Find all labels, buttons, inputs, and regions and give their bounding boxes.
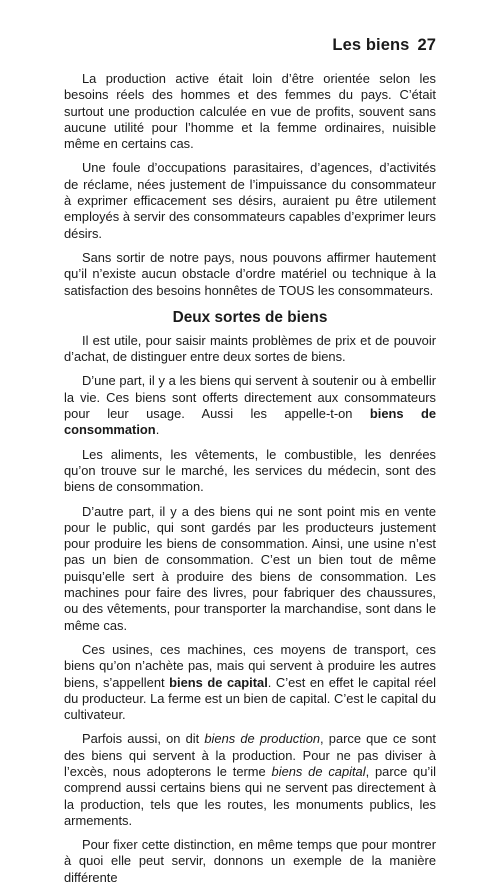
book-page bbox=[64, 36, 436, 894]
text-run: . bbox=[155, 422, 160, 438]
section-heading: Deux sortes de biens bbox=[172, 308, 328, 326]
term-bold: biens de consommation bbox=[64, 406, 437, 438]
text-run: , parce qu’il comprend aussi certains biens qui ne servent pas directement à la production, tels que les routes, les monuments publics, les armements. bbox=[64, 763, 436, 828]
paragraph: Il est utile, pour saisir maints problèmes de prix et de pouvoir d’achat, de distinguer entre deux sortes de biens. bbox=[64, 332, 436, 365]
chapter-title: Les biens bbox=[332, 36, 410, 54]
term-italic: biens de capital bbox=[271, 763, 366, 779]
text-run: , parce que ce sont des biens qui servent à la production. Pour ne pas diviser à l’excès, nous adopterons le terme bbox=[64, 731, 436, 779]
paragraph: D’autre part, il y a des biens qui ne sont point mis en vente pour le public, qui sont gardés par les producteurs justement pour produire les biens de consommation. Ainsi, une usine n’est pas un bien de consommation. C’est un bien tout de même puisqu’elle sert à produire des biens de consommation. Les machines pour faire des livres, pour fabriquer des chaussures, ou des vêtements, pour transporter la marchandise, sont dans le même cas. bbox=[64, 503, 436, 633]
paragraph: Les aliments, les vêtements, le combustible, les denrées qu’on trouve sur le marché, les services du médecin, sont des biens de consommation. bbox=[64, 446, 436, 495]
paragraph bbox=[64, 642, 436, 723]
page-number: 27 bbox=[417, 36, 436, 54]
term-bold: biens de capital bbox=[169, 674, 268, 690]
paragraph: La production active était loin d’être orientée selon les besoins réels des hommes et des femmes du pays. C’était surtout une production calculée en vue de profits, souvent sans aucune utilité pour l’homme et la femme ordinaires, nuisible même en certains cas. bbox=[64, 71, 436, 152]
paragraph: Sans sortir de notre pays, nous pouvons affirmer hautement qu’il n’existe aucun obstacle d’ordre matériel ou technique à la satisfaction des besoins honnêtes de TOUS les consommateurs. bbox=[64, 249, 436, 298]
term-italic: biens de production bbox=[204, 731, 321, 747]
text-run: D’une part, il y a les biens qui servent à soutenir ou à embellir la vie. Ces biens sont offerts directement aux consommateurs pour leur usage. Aussi les appelle-t-on bbox=[64, 373, 436, 422]
text-run: . C’est en effet le capital réel du producteur. La ferme est un bien de capital. C’est le capital du cultivateur. bbox=[64, 674, 437, 723]
paragraph: Pour fixer cette distinction, en même temps que pour montrer à quoi elle peut servir, donnons un exemple de la manière différente bbox=[64, 837, 436, 885]
text-run: Parfois aussi, on dit bbox=[82, 731, 205, 747]
paragraph: Une foule d’occupations parasitaires, d’agences, d’activités de réclame, nées justement de l’impuissance du consommateur à exprimer efficacement ses désirs, auraient pu être utilement employés à servir des consommateurs capables d’exprimer leurs désirs. bbox=[64, 160, 436, 241]
text-run: Ces usines, ces machines, ces moyens de transport, ces biens qu’on n’achète pas, mais qui servent à produire les autres biens, s’appellent bbox=[64, 641, 436, 690]
paragraph bbox=[64, 373, 436, 438]
paragraph bbox=[64, 731, 436, 829]
running-header bbox=[64, 36, 436, 55]
